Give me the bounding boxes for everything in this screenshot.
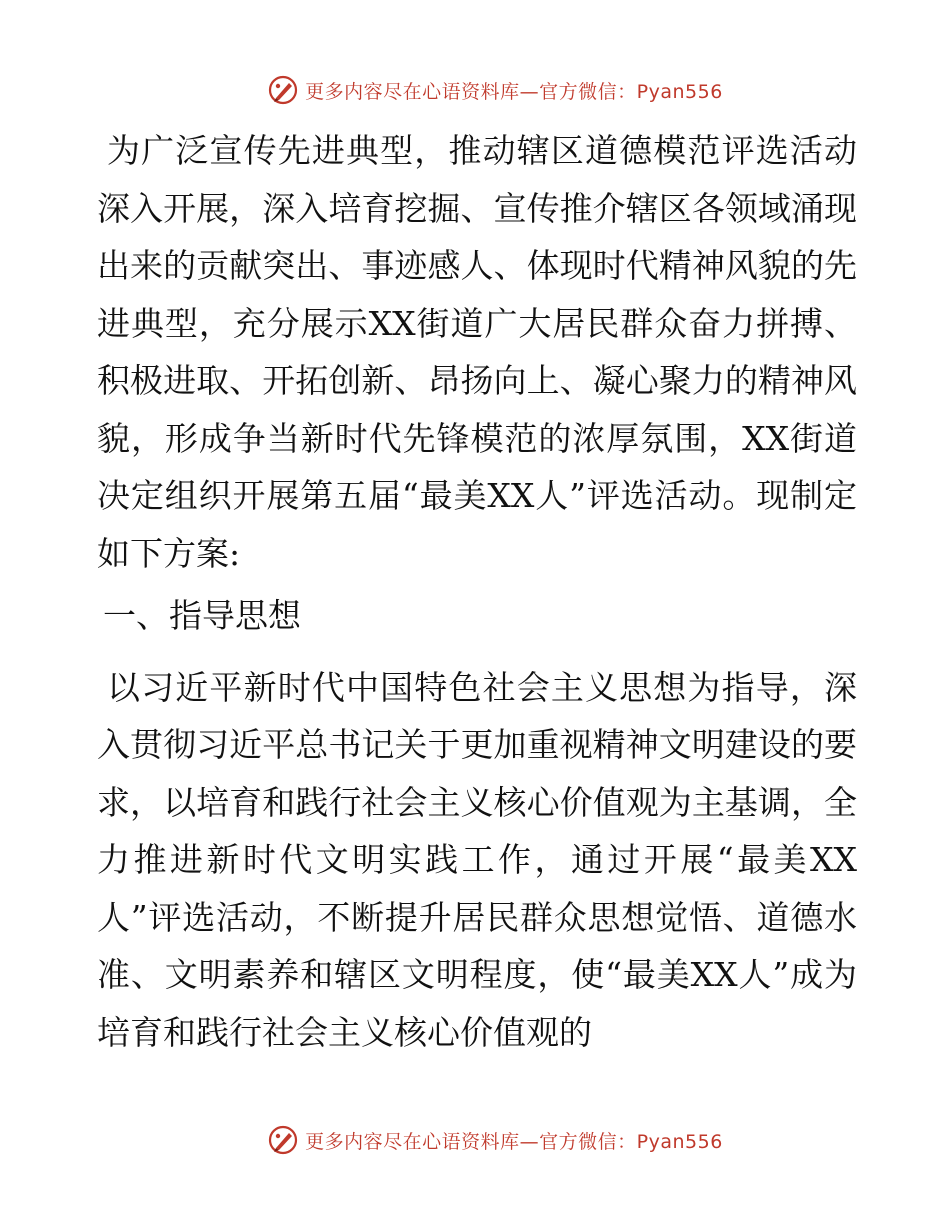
footer-watermark-text: 更多内容尽在心语资料库—官方微信：Pyan556 xyxy=(305,1130,723,1153)
section-heading: 一、指导思想 xyxy=(103,596,301,635)
footer-watermark xyxy=(0,1120,950,1160)
document-body xyxy=(97,122,857,1061)
footer-watermark-inner xyxy=(227,1124,723,1156)
pen-logo-icon xyxy=(267,1124,299,1156)
intro-paragraph: 为广泛宣传先进典型，推动辖区道德模范评选活动深入开展，深入培育挖掘、宣传推介辖区各领域涌现出来的贡献突出、事迹感人、体现时代精神风貌的先进典型，充分展示XX街道广大居民群众奋力拼搏、积极进取、开拓创新、昂扬向上、凝心聚力的精神风貌，形成争当新时代先锋模范的浓厚氛围，XX街道决定组织开展第五届“最美XX人”评选活动。现制定如下方案: xyxy=(97,131,857,573)
header-watermark-text: 更多内容尽在心语资料库—官方微信：Pyan556 xyxy=(305,80,723,103)
section-paragraph: 以习近平新时代中国特色社会主义思想为指导，深入贯彻习近平总书记关于更加重视精神文明建设的要求，以培育和践行社会主义核心价值观为主基调，全力推进新时代文明实践工作，通过开展“最美XX人”评选活动，不断提升居民群众思想觉悟、道德水准、文明素养和辖区文明程度，使“最美XX人”成为培育和践行社会主义核心价值观的 xyxy=(97,667,857,1052)
header-watermark xyxy=(0,70,950,110)
header-watermark-inner xyxy=(227,74,723,106)
pen-logo-icon xyxy=(267,74,299,106)
